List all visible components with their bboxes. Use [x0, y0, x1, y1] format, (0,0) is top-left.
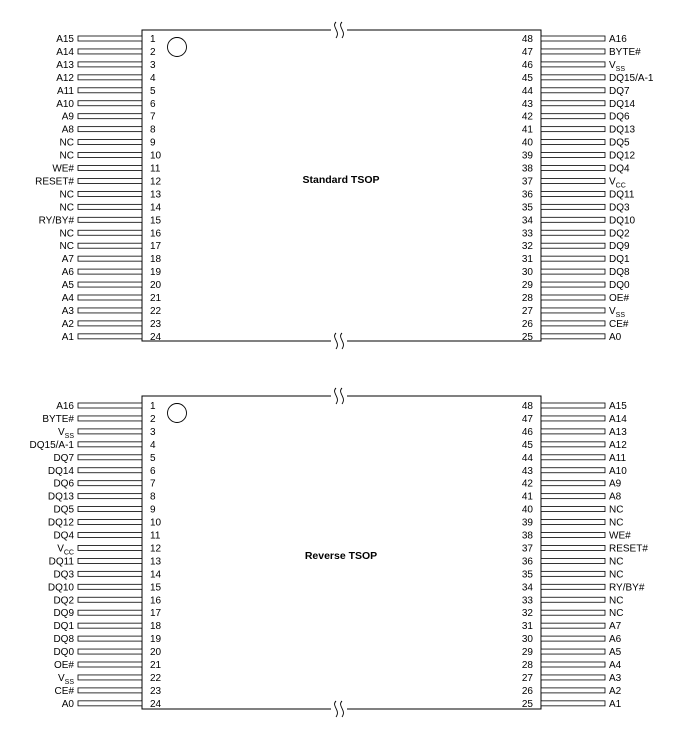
standard-left-lead: [78, 217, 142, 222]
standard-left-lead: [78, 75, 142, 80]
reverse-left-lead: [78, 597, 142, 602]
standard-pin1-indicator: [168, 38, 187, 57]
reverse-left-lead: [78, 429, 142, 434]
standard-left-lead: [78, 191, 142, 196]
reverse-right-pin-number: 39: [521, 517, 533, 529]
standard-right-pin-name: DQ5: [609, 137, 630, 149]
standard-right-pin-number: 38: [521, 163, 533, 175]
standard-left-pin-number: 20: [150, 280, 162, 292]
reverse-right-pin-number: 41: [521, 491, 533, 503]
reverse-right-pin-name: A6: [609, 634, 622, 646]
standard-right-pin-number: 27: [521, 305, 533, 317]
standard-right-pin-name: DQ13: [609, 124, 636, 136]
standard-left-pin-name: WE#: [52, 163, 74, 175]
reverse-left-pin-number: 16: [150, 595, 162, 607]
standard-left-lead: [78, 269, 142, 274]
standard-right-pin-name: DQ1: [609, 254, 630, 266]
reverse-right-pin-number: 27: [521, 672, 533, 684]
reverse-left-pin-number: 1: [150, 401, 156, 412]
reverse-right-lead: [541, 533, 605, 538]
standard-right-pin-number: 26: [521, 318, 533, 330]
standard-left-pin-number: 14: [150, 202, 162, 214]
standard-right-pin-name: DQ6: [609, 111, 630, 123]
standard-right-lead: [541, 269, 605, 274]
standard-right-pin-number: 43: [521, 98, 533, 110]
reverse-left-pin-name: DQ9: [53, 608, 74, 620]
reverse-right-pin-name: NC: [609, 517, 624, 529]
reverse-right-lead: [541, 429, 605, 434]
reverse-left-pin-number: 21: [150, 660, 162, 671]
reverse-right-pin-name: A10: [609, 465, 627, 477]
standard-right-pin-number: 42: [521, 111, 533, 123]
standard-right-pin-name: DQ7: [609, 85, 630, 97]
reverse-left-pin-number: 23: [150, 685, 162, 697]
reverse-left-lead: [78, 507, 142, 512]
reverse-right-pin-name: A3: [609, 672, 622, 684]
reverse-left-pin-number: 15: [150, 582, 162, 594]
reverse-right-lead: [541, 481, 605, 486]
reverse-left-pin-name: DQ1: [53, 621, 74, 633]
reverse-right-pin-number: 36: [521, 556, 533, 568]
standard-left-lead: [78, 204, 142, 209]
standard-right-pin-name: DQ2: [609, 228, 630, 240]
reverse-right-pin-name: A9: [609, 478, 622, 490]
standard-right-pin-name: $V_{SS}$: [609, 59, 626, 73]
standard-left-lead: [78, 243, 142, 248]
standard-left-pin-name: NC: [59, 241, 74, 253]
reverse-left-pin-name: A0: [61, 698, 74, 710]
standard-right-lead: [541, 295, 605, 300]
standard-right-lead: [541, 49, 605, 54]
standard-left-pin-number: 4: [150, 72, 156, 84]
reverse-right-lead: [541, 597, 605, 602]
standard-left-lead: [78, 321, 142, 326]
reverse-left-pin-number: 24: [150, 698, 162, 710]
reverse-left-lead: [78, 558, 142, 563]
reverse-left-pin-name: $V_{SS}$: [57, 426, 74, 440]
reverse-right-pin-name: A11: [609, 452, 627, 464]
standard-right-lead: [541, 178, 605, 183]
reverse-left-pin-name: DQ11: [48, 556, 74, 568]
reverse-right-pin-number: 40: [521, 504, 533, 516]
reverse-right-pin-number: 32: [521, 608, 533, 620]
reverse-left-lead: [78, 455, 142, 460]
reverse-left-pin-number: 14: [150, 569, 162, 581]
standard-left-pin-number: 6: [150, 98, 156, 110]
standard-left-pin-name: NC: [59, 202, 74, 214]
reverse-left-lead: [78, 533, 142, 538]
standard-right-pin-number: 36: [521, 189, 533, 201]
standard-right-lead: [541, 256, 605, 261]
standard-left-pin-name: RESET#: [35, 176, 74, 188]
reverse-right-lead: [541, 416, 605, 421]
reverse-right-lead: [541, 623, 605, 628]
standard-right-pin-number: 47: [521, 46, 533, 58]
reverse-left-lead: [78, 545, 142, 550]
standard-left-lead: [78, 153, 142, 158]
reverse-left-lead: [78, 584, 142, 589]
standard-left-lead: [78, 282, 142, 287]
standard-left-pin-name: A5: [61, 280, 74, 292]
standard-package-title: Standard TSOP: [302, 174, 380, 186]
reverse-left-pin-number: 19: [150, 634, 162, 646]
reverse-right-pin-number: 47: [521, 413, 533, 425]
standard-right-pin-number: 46: [521, 59, 533, 71]
standard-left-pin-name: A13: [56, 59, 74, 71]
standard-left-lead: [78, 88, 142, 93]
standard-left-pin-number: 3: [150, 59, 156, 71]
reverse-tsop-package: [30, 388, 649, 717]
standard-right-pin-number: 30: [521, 267, 533, 279]
standard-right-lead: [541, 204, 605, 209]
reverse-left-pin-name: DQ15/A-1: [29, 439, 74, 451]
reverse-right-pin-name: NC: [609, 569, 624, 581]
standard-left-pin-name: A7: [61, 254, 74, 266]
reverse-right-lead: [541, 636, 605, 641]
standard-right-pin-name: DQ9: [609, 241, 630, 253]
reverse-left-lead: [78, 636, 142, 641]
reverse-left-lead: [78, 701, 142, 706]
reverse-right-pin-name: A7: [609, 621, 622, 633]
reverse-left-lead: [78, 571, 142, 576]
reverse-right-pin-name: A2: [609, 685, 622, 697]
standard-right-pin-name: DQ11: [609, 189, 635, 201]
standard-left-pin-number: 22: [150, 305, 162, 317]
standard-left-pin-number: 1: [150, 34, 156, 45]
reverse-left-lead: [78, 610, 142, 615]
standard-left-pin-number: 24: [150, 331, 162, 343]
standard-left-pin-name: NC: [59, 137, 74, 149]
reverse-package-title: Reverse TSOP: [304, 550, 378, 562]
standard-left-pin-name: A8: [61, 124, 74, 136]
reverse-bottom-break-mark-gap: [331, 701, 347, 717]
standard-right-pin-number: 33: [521, 228, 533, 240]
standard-left-pin-number: 15: [150, 215, 162, 227]
reverse-pin1-indicator: [168, 404, 187, 423]
standard-right-pin-name: A0: [609, 331, 622, 343]
reverse-left-lead: [78, 416, 142, 421]
standard-right-lead: [541, 191, 605, 196]
standard-left-pin-name: A10: [56, 98, 74, 110]
reverse-left-pin-number: 18: [150, 621, 162, 633]
reverse-left-lead: [78, 442, 142, 447]
reverse-left-pin-number: 10: [150, 517, 162, 529]
standard-right-pin-name: DQ4: [609, 163, 630, 175]
reverse-left-pin-name: $V_{SS}$: [57, 672, 74, 686]
reverse-right-pin-number: 26: [521, 685, 533, 697]
standard-left-pin-number: 2: [150, 46, 156, 58]
standard-right-lead: [541, 140, 605, 145]
reverse-right-lead: [541, 507, 605, 512]
standard-left-lead: [78, 166, 142, 171]
reverse-right-pin-number: 38: [521, 530, 533, 542]
reverse-left-pin-number: 12: [150, 543, 162, 555]
reverse-left-lead: [78, 688, 142, 693]
standard-left-pin-number: 10: [150, 150, 162, 162]
standard-left-pin-number: 9: [150, 137, 156, 149]
standard-right-pin-number: 39: [521, 150, 533, 162]
standard-right-pin-name: $V_{CC}$: [609, 176, 626, 190]
reverse-right-pin-name: A15: [609, 401, 627, 412]
standard-left-pin-number: 12: [150, 176, 162, 188]
reverse-right-lead: [541, 403, 605, 408]
standard-right-lead: [541, 88, 605, 93]
reverse-right-pin-name: NC: [609, 504, 624, 516]
standard-left-pin-number: 16: [150, 228, 162, 240]
reverse-left-pin-number: 7: [150, 478, 156, 490]
standard-left-pin-number: 5: [150, 85, 156, 97]
reverse-right-pin-number: 34: [521, 582, 533, 594]
standard-right-pin-name: DQ0: [609, 280, 630, 292]
standard-left-lead: [78, 256, 142, 261]
reverse-right-pin-number: 35: [521, 569, 533, 581]
reverse-left-pin-name: DQ8: [53, 634, 74, 646]
reverse-left-pin-number: 22: [150, 672, 162, 684]
reverse-right-pin-name: RY/BY#: [609, 582, 645, 594]
standard-right-lead: [541, 114, 605, 119]
standard-left-lead: [78, 101, 142, 106]
reverse-right-pin-name: A14: [609, 413, 627, 425]
reverse-left-lead: [78, 403, 142, 408]
reverse-right-lead: [541, 520, 605, 525]
reverse-right-pin-number: 25: [521, 698, 533, 710]
reverse-right-pin-name: RESET#: [609, 543, 648, 555]
standard-right-lead: [541, 308, 605, 313]
reverse-left-pin-name: DQ13: [47, 491, 74, 503]
standard-left-pin-name: NC: [59, 228, 74, 240]
standard-right-pin-number: 25: [521, 331, 533, 343]
reverse-left-pin-name: DQ10: [47, 582, 74, 594]
reverse-right-pin-name: A12: [609, 439, 627, 451]
standard-right-pin-number: 40: [521, 137, 533, 149]
reverse-right-lead: [541, 494, 605, 499]
reverse-left-pin-number: 11: [150, 530, 161, 542]
standard-left-pin-number: 17: [150, 241, 162, 253]
reverse-left-pin-number: 17: [150, 608, 162, 620]
standard-left-lead: [78, 334, 142, 339]
reverse-left-pin-name: DQ14: [47, 465, 74, 477]
standard-left-lead: [78, 114, 142, 119]
reverse-left-lead: [78, 623, 142, 628]
reverse-right-lead: [541, 571, 605, 576]
standard-left-pin-number: 21: [150, 293, 162, 304]
reverse-left-lead: [78, 662, 142, 667]
standard-left-pin-number: 19: [150, 267, 162, 279]
reverse-right-pin-name: NC: [609, 608, 624, 620]
reverse-left-pin-number: 2: [150, 413, 156, 425]
standard-left-pin-name: A14: [56, 46, 74, 58]
reverse-right-pin-number: 48: [521, 401, 533, 412]
reverse-left-pin-name: A16: [56, 401, 74, 412]
standard-left-pin-name: A9: [61, 111, 74, 123]
standard-right-lead: [541, 36, 605, 41]
standard-right-pin-name: DQ10: [609, 215, 636, 227]
standard-left-lead: [78, 295, 142, 300]
reverse-right-pin-number: 46: [521, 426, 533, 438]
reverse-right-lead: [541, 675, 605, 680]
standard-left-pin-number: 23: [150, 318, 162, 330]
reverse-left-pin-number: 8: [150, 491, 156, 503]
standard-right-lead: [541, 62, 605, 67]
reverse-left-pin-name: CE#: [54, 685, 74, 697]
reverse-left-pin-name: BYTE#: [42, 413, 74, 425]
reverse-right-pin-number: 45: [521, 439, 533, 451]
standard-right-pin-number: 32: [521, 241, 533, 253]
reverse-left-pin-name: DQ2: [53, 595, 74, 607]
standard-right-lead: [541, 127, 605, 132]
standard-left-lead: [78, 178, 142, 183]
standard-left-pin-number: 11: [150, 163, 161, 175]
standard-left-pin-name: A4: [61, 293, 74, 304]
standard-right-lead: [541, 334, 605, 339]
standard-left-lead: [78, 127, 142, 132]
standard-left-pin-name: A11: [56, 85, 74, 97]
reverse-left-pin-number: 5: [150, 452, 156, 464]
standard-left-pin-number: 8: [150, 124, 156, 136]
reverse-right-pin-number: 44: [521, 452, 533, 464]
reverse-left-pin-number: 6: [150, 465, 156, 477]
reverse-right-pin-number: 31: [521, 621, 533, 633]
reverse-right-pin-name: NC: [609, 595, 624, 607]
standard-right-pin-name: CE#: [609, 318, 629, 330]
standard-bottom-break-mark-gap: [331, 333, 347, 349]
reverse-left-pin-number: 9: [150, 504, 156, 516]
standard-right-pin-name: DQ15/A-1: [609, 72, 654, 84]
standard-left-lead: [78, 36, 142, 41]
standard-left-pin-name: A6: [61, 267, 74, 279]
reverse-left-pin-name: DQ7: [53, 452, 74, 464]
standard-right-pin-number: 31: [521, 254, 533, 266]
reverse-right-lead: [541, 455, 605, 460]
standard-right-pin-name: DQ3: [609, 202, 630, 214]
standard-right-pin-name: A16: [609, 34, 627, 45]
reverse-left-pin-number: 20: [150, 647, 162, 659]
standard-right-pin-number: 44: [521, 85, 533, 97]
reverse-left-lead: [78, 468, 142, 473]
reverse-right-lead: [541, 442, 605, 447]
standard-top-break-mark-gap: [331, 22, 347, 38]
standard-left-pin-name: A15: [56, 34, 74, 45]
reverse-right-pin-name: A8: [609, 491, 622, 503]
reverse-right-pin-number: 42: [521, 478, 533, 490]
reverse-left-lead: [78, 649, 142, 654]
reverse-right-pin-name: A1: [609, 698, 622, 710]
reverse-right-lead: [541, 662, 605, 667]
standard-right-pin-number: 48: [521, 34, 533, 45]
reverse-left-pin-name: DQ6: [53, 478, 74, 490]
reverse-left-lead: [78, 481, 142, 486]
standard-left-lead: [78, 62, 142, 67]
standard-right-pin-number: 41: [521, 124, 533, 136]
standard-right-pin-name: DQ8: [609, 267, 630, 279]
reverse-left-pin-name: OE#: [53, 660, 74, 671]
reverse-left-pin-name: DQ12: [47, 517, 74, 529]
standard-left-lead: [78, 49, 142, 54]
standard-left-pin-name: A12: [56, 72, 74, 84]
reverse-right-lead: [541, 545, 605, 550]
standard-left-pin-name: NC: [59, 150, 74, 162]
standard-right-pin-number: 37: [521, 176, 533, 188]
reverse-left-pin-name: DQ5: [53, 504, 74, 516]
reverse-right-lead: [541, 701, 605, 706]
standard-left-pin-name: RY/BY#: [38, 215, 74, 227]
reverse-left-lead: [78, 494, 142, 499]
standard-right-lead: [541, 230, 605, 235]
reverse-right-pin-name: NC: [609, 556, 624, 568]
standard-left-pin-name: A1: [61, 331, 74, 343]
standard-right-lead: [541, 243, 605, 248]
standard-right-pin-number: 45: [521, 72, 533, 84]
reverse-right-lead: [541, 558, 605, 563]
standard-left-lead: [78, 230, 142, 235]
standard-right-lead: [541, 321, 605, 326]
reverse-left-pin-number: 4: [150, 439, 156, 451]
standard-left-lead: [78, 140, 142, 145]
standard-left-pin-number: 13: [150, 189, 162, 201]
standard-left-pin-number: 18: [150, 254, 162, 266]
reverse-left-lead: [78, 520, 142, 525]
reverse-right-lead: [541, 649, 605, 654]
reverse-right-pin-name: A5: [609, 647, 622, 659]
reverse-right-lead: [541, 468, 605, 473]
standard-right-lead: [541, 282, 605, 287]
standard-left-pin-name: NC: [59, 189, 74, 201]
reverse-right-pin-number: 43: [521, 465, 533, 477]
reverse-right-pin-number: 28: [521, 660, 533, 671]
standard-right-pin-number: 28: [521, 293, 533, 304]
standard-right-pin-name: DQ12: [609, 150, 636, 162]
standard-right-lead: [541, 75, 605, 80]
reverse-right-pin-number: 33: [521, 595, 533, 607]
reverse-right-pin-number: 30: [521, 634, 533, 646]
reverse-left-pin-name: DQ4: [53, 530, 74, 542]
standard-right-pin-number: 29: [521, 280, 533, 292]
reverse-right-lead: [541, 610, 605, 615]
standard-right-pin-name: BYTE#: [609, 46, 641, 58]
reverse-right-pin-name: A4: [609, 660, 622, 671]
reverse-right-lead: [541, 584, 605, 589]
standard-right-lead: [541, 166, 605, 171]
reverse-right-pin-number: 37: [521, 543, 533, 555]
standard-right-lead: [541, 101, 605, 106]
standard-right-pin-number: 35: [521, 202, 533, 214]
standard-right-pin-number: 34: [521, 215, 533, 227]
reverse-right-pin-name: A13: [609, 426, 627, 438]
standard-right-pin-name: OE#: [609, 293, 630, 304]
reverse-left-lead: [78, 675, 142, 680]
standard-left-pin-name: A2: [61, 318, 74, 330]
reverse-left-pin-name: DQ0: [53, 647, 74, 659]
reverse-left-pin-name: DQ3: [53, 569, 74, 581]
reverse-right-lead: [541, 688, 605, 693]
standard-right-lead: [541, 153, 605, 158]
reverse-left-pin-number: 13: [150, 556, 162, 568]
standard-right-lead: [541, 217, 605, 222]
reverse-top-break-mark-gap: [331, 388, 347, 404]
standard-right-pin-name: $V_{SS}$: [609, 305, 626, 319]
reverse-left-pin-number: 3: [150, 426, 156, 438]
reverse-right-pin-name: WE#: [609, 530, 631, 542]
standard-tsop-package: [35, 22, 654, 349]
standard-left-pin-name: A3: [61, 305, 74, 317]
standard-right-pin-name: DQ14: [609, 98, 636, 110]
reverse-left-pin-name: $V_{CC}$: [57, 543, 74, 557]
standard-left-pin-number: 7: [150, 111, 156, 123]
reverse-right-pin-number: 29: [521, 647, 533, 659]
standard-left-lead: [78, 308, 142, 313]
